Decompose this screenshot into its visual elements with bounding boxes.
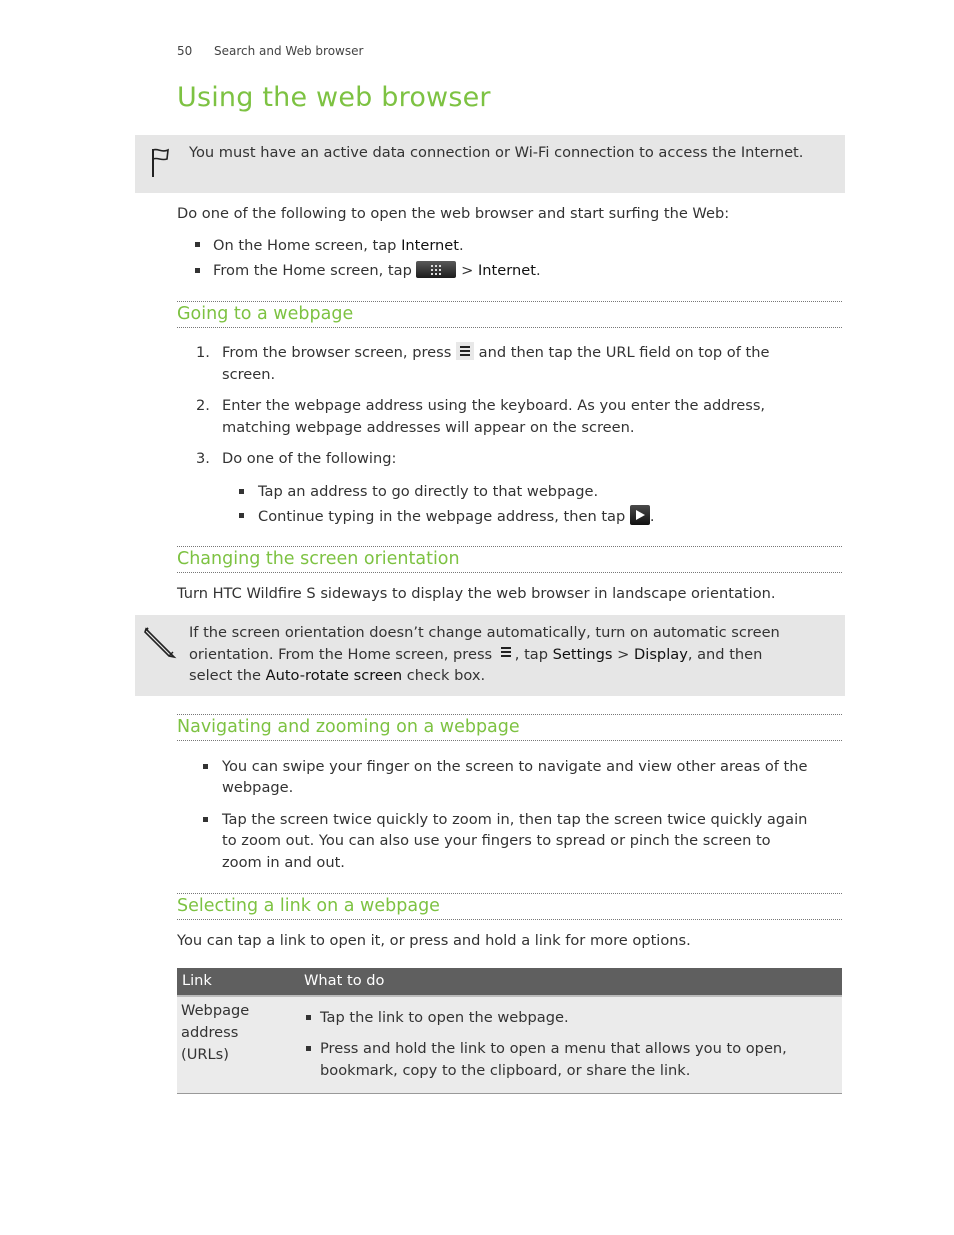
list-item-text: On the Home screen, tap [213, 237, 402, 254]
pencil-icon [143, 625, 177, 659]
section-heading: Navigating and zooming on a webpage [177, 714, 842, 741]
note-box [135, 135, 845, 193]
step-text: From the browser screen, press and then tap the URL field on top of the [222, 344, 770, 361]
bullet [203, 764, 208, 769]
table-row [177, 997, 842, 1094]
list-item: to zoom out. You can also use your fingers to spread or pinch the screen to [222, 832, 771, 849]
section-name: Search and Web browser [214, 44, 364, 58]
note-text: You must have an active data connection or Wi-Fi connection to access the Internet. [189, 144, 804, 161]
row-label: Webpage [181, 1002, 250, 1019]
intro-text: Do one of the following to open the web browser and start surfing the Web: [177, 205, 730, 222]
list-item: Tap the screen twice quickly to zoom in, then tap the screen twice quickly again [222, 811, 808, 828]
cell-text: bookmark, copy to the clipboard, or share the link. [320, 1062, 691, 1079]
step-text: Do one of the following: [222, 450, 397, 467]
menu-icon [456, 342, 474, 360]
step-number: 3. [196, 450, 210, 467]
list-item-text: . [535, 262, 541, 279]
bullet [195, 268, 200, 273]
internet-label: Internet [401, 237, 460, 254]
links-table [177, 968, 842, 1095]
bullet [195, 242, 200, 247]
column-header: Link [182, 972, 212, 989]
sub-list-item: Continue typing in the webpage address, then tap . [258, 505, 655, 528]
cell-text: Tap the link to open the webpage. [320, 1009, 569, 1026]
body-text: Turn HTC Wildfire S sideways to display the web browser in landscape orientation. [177, 585, 776, 602]
list-item [213, 260, 541, 282]
bullet [306, 1015, 311, 1020]
page-number: 50 [177, 44, 193, 58]
list-item-text: From the Home screen, tap [213, 262, 417, 279]
section-heading: Selecting a link on a webpage [177, 893, 842, 920]
step-text: matching webpage addresses will appear on the screen. [222, 419, 635, 436]
step-number: 2. [196, 397, 210, 414]
row-label: address [181, 1024, 239, 1041]
internet-label: Internet [478, 262, 536, 279]
menu-icon [497, 644, 515, 662]
list-item [213, 235, 464, 257]
list-item: webpage. [222, 779, 294, 796]
step-number: 1. [196, 344, 210, 361]
list-item: You can swipe your finger on the screen to navigate and view other areas of the [222, 758, 808, 775]
section-heading: Going to a webpage [177, 301, 842, 328]
column-header: What to do [304, 972, 385, 989]
page-title: Using the web browser [177, 82, 491, 113]
bullet [306, 1046, 311, 1051]
flag-icon [149, 147, 171, 179]
tip-text: If the screen orientation doesn’t change automatically, turn on automatic screen [189, 624, 780, 641]
sub-list-item: Tap an address to go directly to that webpage. [258, 483, 599, 500]
tip-box [135, 615, 845, 696]
step-text: Enter the webpage address using the keyboard. As you enter the address, [222, 397, 766, 414]
bullet [239, 513, 244, 518]
section-heading: Changing the screen orientation [177, 546, 842, 573]
body-text: You can tap a link to open it, or press and hold a link for more options. [177, 932, 691, 949]
list-item: zoom in and out. [222, 854, 345, 871]
cell-text: Press and hold the link to open a menu that allows you to open, [320, 1040, 787, 1057]
list-item-text: . [459, 237, 464, 254]
step-text: screen. [222, 366, 276, 383]
apps-icon [416, 261, 456, 278]
play-icon [630, 505, 650, 525]
table-header [177, 968, 842, 997]
tip-text: select the Auto-rotate screen check box. [189, 667, 486, 684]
tip-text: orientation. From the Home screen, press , tap Settings > Display, and then [189, 646, 763, 663]
list-item-text: > [456, 262, 478, 279]
bullet [203, 817, 208, 822]
row-label: (URLs) [181, 1046, 229, 1063]
bullet [239, 489, 244, 494]
